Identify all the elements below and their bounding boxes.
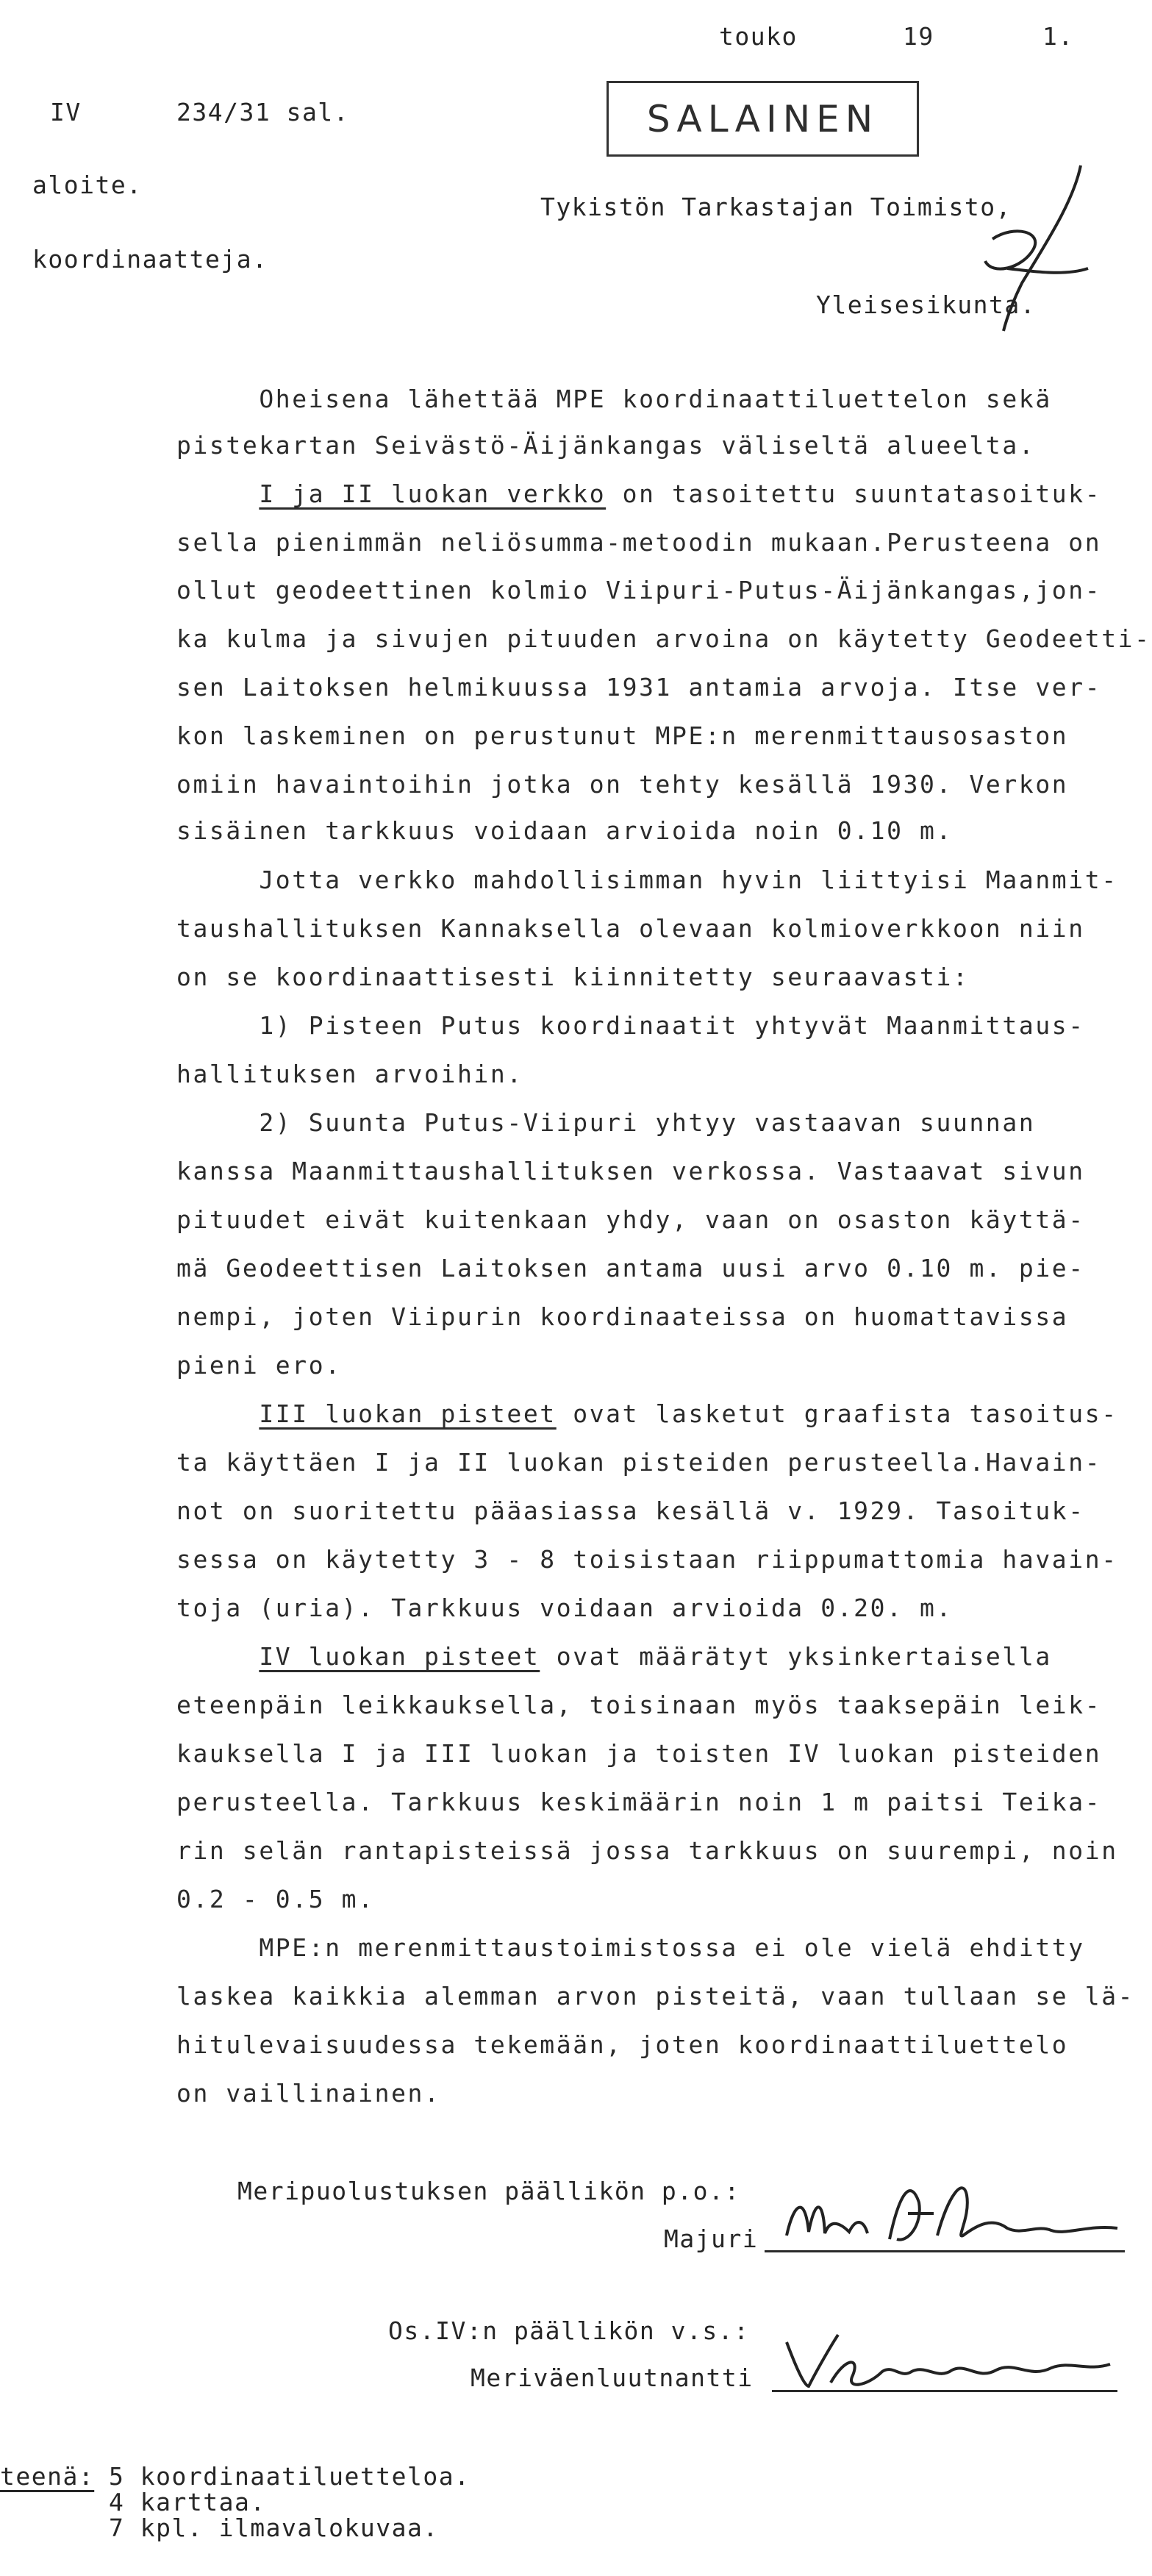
heading-class-I-II-rest: on tasoitettu suuntatasoituk-	[606, 479, 1102, 508]
body-line-14: 1) Pisteen Putus koordinaatit yhtyvät Maanmittaus-	[176, 1011, 1085, 1040]
subject-line-2: koordinaatteja.	[32, 245, 268, 274]
recipient-line-1: Tykistön Tarkastajan Toimisto,	[540, 193, 1012, 221]
body-line-31: rin selän rantapisteissä jossa tarkkuus on suurempi, noin	[176, 1836, 1118, 1865]
body-line-15: hallituksen arvoihin.	[176, 1060, 523, 1088]
body-line-11: Jotta verkko mahdollisimman hyvin liittyisi Maanmit-	[176, 866, 1118, 894]
subject-line-1: aloite.	[32, 171, 143, 199]
enclosure-item-2: 4 karttaa.	[109, 2488, 266, 2516]
reference-number: 234/31 sal.	[176, 98, 350, 126]
handwritten-paraph-icon	[963, 158, 1110, 335]
body-line-25: sessa on käytetty 3 - 8 toisistaan riippumattomia havain-	[176, 1545, 1118, 1574]
enclosure-item-1: 5 koordinaatiluetteloa.	[109, 2462, 471, 2491]
body-line-8: kon laskeminen on perustunut MPE:n merenmittausosaston	[176, 721, 1069, 750]
body-line-29: kauksella I ja III luokan ja toisten IV luokan pisteiden	[176, 1739, 1102, 1768]
signatory-1-rank: Majuri	[664, 2224, 759, 2253]
signatory-2-title: Os.IV:n päällikön v.s.:	[388, 2316, 750, 2345]
body-line-34: laskea kaikkia alemman arvon pisteitä, vaan tullaan se lä-	[176, 1982, 1135, 2011]
classification-stamp	[607, 81, 919, 157]
enclosures-label: teenä:	[0, 2462, 95, 2491]
date-year: 19	[903, 22, 934, 51]
heading-class-III-rest: ovat lasketut graafista tasoitus-	[556, 1399, 1118, 1428]
body-line-9: omiin havaintoihin jotka on tehty kesällä 1930. Verkon	[176, 770, 1069, 799]
body-line-26: toja (uria). Tarkkuus voidaan arvioida 0.20. m.	[176, 1594, 953, 1622]
heading-class-IV-rest: ovat määrätyt yksinkertaisella	[540, 1642, 1052, 1671]
heading-class-IV: IV luokan pisteet	[259, 1642, 540, 1671]
body-line-22	[176, 1399, 1118, 1428]
body-line-18: pituudet eivät kuitenkaan yhdy, vaan on osaston käyttä-	[176, 1205, 1085, 1234]
body-line-7: sen Laitoksen helmikuussa 1931 antamia arvoja. Itse ver-	[176, 673, 1102, 702]
body-line-28: eteenpäin leikkauksella, toisinaan myös taaksepäin leik-	[176, 1691, 1102, 1719]
body-line-2: pistekartan Seivästö-Äijänkangas väliseltä alueelta.	[176, 431, 1036, 460]
body-line-21: pieni ero.	[176, 1351, 342, 1380]
body-line-13: on se koordinaattisesti kiinnitetty seuraavasti:	[176, 963, 970, 991]
body-line-22-indent	[176, 1399, 259, 1428]
stamp-text: SALAINEN	[646, 97, 879, 140]
enclosure-item-3: 7 kpl. ilmavalokuvaa.	[109, 2513, 439, 2542]
body-line-3	[176, 479, 1101, 508]
body-line-33: MPE:n merenmittaustoimistossa ei ole vielä ehditty	[176, 1933, 1085, 1962]
body-line-6: ka kulma ja sivujen pituuden arvoina on käytetty Geodeetti-	[176, 624, 1151, 653]
recipient-line-2: Yleisesikunta.	[816, 290, 1037, 319]
body-line-1: Oheisena lähettää MPE koordinaattiluettelon sekä	[176, 385, 1052, 413]
body-line-4: sella pienimmän neliösumma-metoodin mukaan.Perusteena on	[176, 528, 1102, 557]
body-line-24: not on suoritettu pääasiassa kesällä v. 1929. Tasoituk-	[176, 1496, 1085, 1525]
body-line-32: 0.2 - 0.5 m.	[176, 1885, 375, 1913]
heading-class-III: III luokan pisteet	[259, 1399, 557, 1428]
body-line-10: sisäinen tarkkuus voidaan arvioida noin 0.10 m.	[176, 816, 953, 845]
body-line-12: taushallituksen Kannaksella olevaan kolmioverkkoon niin	[176, 914, 1085, 943]
body-line-23: ta käyttäen I ja II luokan pisteiden perusteella.Havain-	[176, 1448, 1102, 1477]
signatory-2-rank: Meriväenluutnantti	[471, 2363, 754, 2392]
date-day: 1.	[1042, 22, 1074, 51]
body-line-27	[176, 1642, 1052, 1671]
date-month: touko	[719, 22, 798, 51]
handwritten-signature-1-icon	[779, 2173, 1132, 2254]
body-line-19: mä Geodeettisen Laitoksen antama uusi arvo 0.10 m. pie-	[176, 1254, 1085, 1282]
handwritten-signature-2-icon	[779, 2327, 1117, 2397]
body-line-20: nempi, joten Viipurin koordinaateissa on huomattavissa	[176, 1302, 1069, 1331]
signatory-1-title: Meripuolustuksen päällikön p.o.:	[237, 2177, 740, 2205]
body-line-16: 2) Suunta Putus-Viipuri yhtyy vastaavan suunnan	[176, 1108, 1036, 1137]
body-line-35: hitulevaisuudessa tekemään, joten koordinaattiluettelo	[176, 2030, 1069, 2059]
body-line-36: on vaillinainen.	[176, 2079, 441, 2108]
body-line-27-indent	[176, 1642, 259, 1671]
body-line-5: ollut geodeettinen kolmio Viipuri-Putus-Äijänkangas,jon-	[176, 576, 1102, 604]
body-line-17: kanssa Maanmittaushallituksen verkossa. Vastaavat sivun	[176, 1157, 1085, 1185]
division-code: IV	[50, 98, 82, 126]
heading-class-I-II: I ja II luokan verkko	[259, 479, 607, 508]
body-line-3-indent	[176, 479, 259, 508]
body-line-30: perusteella. Tarkkuus keskimäärin noin 1 m paitsi Teika-	[176, 1788, 1102, 1816]
